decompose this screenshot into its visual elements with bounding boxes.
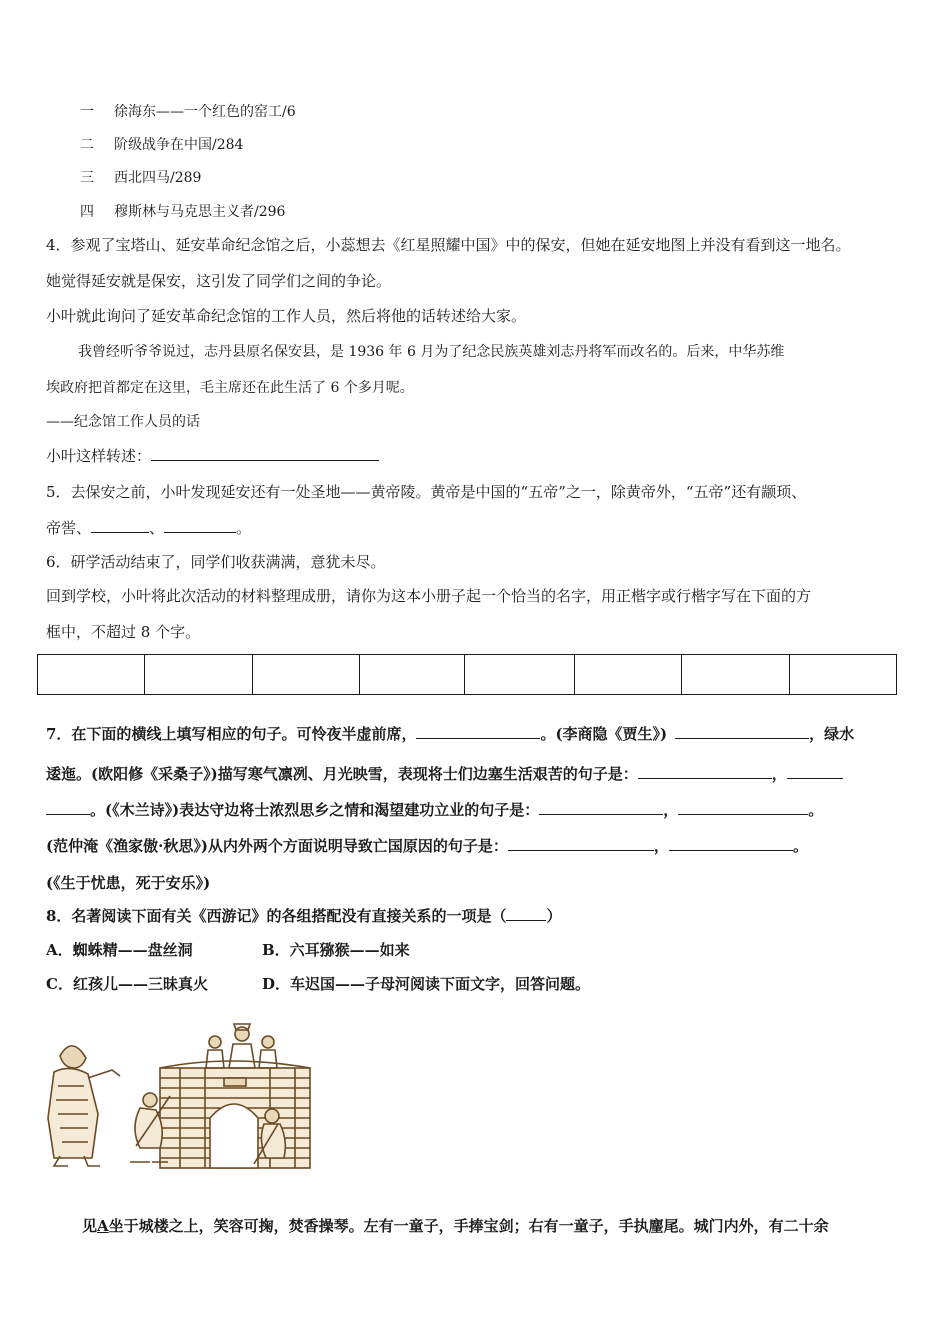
q7-text: 。(《木兰诗》)表达守边将士浓烈思乡之情和渴望建功立业的句子是： [90,801,540,819]
toc-item-2 [80,135,243,155]
title-answer-grid [37,654,897,695]
q4-quote-line-2: 埃政府把首都定在这里，毛主席还在此生活了 6 个多月呢。 [46,380,414,396]
q7-blank-7[interactable] [508,836,654,851]
q7-blank-6[interactable] [678,800,808,815]
passage-text: 见 [82,1217,98,1235]
q8-option-c[interactable]: C．红孩儿——三昧真火 [46,975,208,993]
q5-separator: 、 [149,519,165,537]
passage-line-1 [82,1216,829,1236]
grid-cell[interactable] [682,655,789,695]
q7-blank-5[interactable] [539,800,663,815]
q4-line-2: 她觉得延安就是保安，这引发了同学们之间的争论。 [46,272,392,290]
q7-line-3 [46,800,823,820]
q7-blank-4[interactable] [787,764,843,779]
q7-blank-1[interactable] [416,724,540,739]
q8-stem-text: 8．名著阅读下面有关《西游记》的各组搭配没有直接关系的一项是（ [46,907,507,925]
toc-item-3 [80,168,201,188]
q7-blank-2[interactable] [675,724,809,739]
q7-line-4 [46,836,808,856]
toc-number: 三 [80,170,94,186]
q7-text: ，绿水 [809,725,855,743]
q4-answer-line [46,446,379,466]
q7-text: 逶迤。(欧阳修《采桑子》)描写寒气凛冽、月光映雪，表现将士们边塞生活艰苦的句子是： [46,765,638,783]
q7-blank-3[interactable] [638,764,772,779]
q7-text: ， [653,837,669,855]
grid-cell[interactable] [252,655,359,695]
grid-cell[interactable] [574,655,681,695]
grid-cell[interactable] [38,655,145,695]
toc-text: 西北四马/289 [114,170,202,186]
q4-answer-blank[interactable] [151,446,379,461]
q6-line-3: 框中，不超过 8 个字。 [46,623,201,641]
q5-blank-1[interactable] [91,518,149,533]
q7-text: ， [771,765,787,783]
q7-line-5: (《生于忧患，死于安乐》) [46,874,211,892]
toc-number: 四 [80,204,94,220]
q4-line-1: 4．参观了宝塔山、延安革命纪念馆之后，小蕊想去《红星照耀中国》中的保安，但她在延安地图上并没有看到这一地名。 [46,236,851,254]
q7-line-1 [46,724,854,744]
q8-stem-close: ） [546,907,562,925]
grid-cell[interactable] [789,655,896,695]
q6-line-1: 6．研学活动结束了，同学们收获满满，意犹未尽。 [46,553,386,571]
q8-answer-blank[interactable] [506,906,546,921]
toc-text: 穆斯林与马克思主义者/296 [114,204,286,220]
grid-cell[interactable] [360,655,464,695]
q8-option-d[interactable]: D．车迟国——子母河阅读下面文字，回答问题。 [262,975,591,993]
q4-quote-source: ——纪念馆工作人员的话 [46,414,200,430]
q5-blank-2[interactable] [164,518,236,533]
toc-text: 徐海东——一个红色的窑工/6 [114,104,296,120]
q7-text: 。 [792,837,808,855]
q5-end: 。 [236,519,252,537]
q7-text: 。 [808,801,824,819]
q7-text: 7．在下面的横线上填写相应的句子。可怜夜半虚前席， [46,725,417,743]
toc-number: 一 [80,104,94,120]
q7-text: 。(李商隐《贾生》) [540,725,668,743]
q7-text: ， [663,801,679,819]
passage-text: 坐于城楼之上，笑容可掬，焚香操琴。左有一童子，手捧宝剑；右有一童子，手执麈尾。城门内外，有二十余 [108,1217,829,1235]
toc-text: 阶级战争在中国/284 [114,137,244,153]
q7-text: (范仲淹《渔家傲·秋思》)从内外两个方面说明导致亡国原因的句子是： [46,837,508,855]
toc-item-1 [80,102,296,122]
toc-item-4 [80,202,285,222]
general-figure [48,1046,120,1166]
q8-option-a[interactable]: A．蜘蛛精——盘丝洞 [46,941,193,959]
toc-number: 二 [80,137,94,153]
q5-line-1: 5．去保安之前，小叶发现延安还有一处圣地——黄帝陵。黄帝是中国的“五帝”之一，除黄帝外，“五帝”还有颛顼、 [46,483,807,501]
q5-line-2 [46,518,251,538]
q5-text-a: 帝喾、 [46,519,92,537]
q8-stem [46,906,561,926]
q4-quote-line-1: 我曾经听爷爷说过，志丹县原名保安县，是 1936 年 6 月为了纪念民族英雄刘志丹将军而改名的。后来，中华苏维 [78,344,785,360]
grid-cell[interactable] [464,655,574,695]
grid-cell[interactable] [145,655,252,695]
q7-blank-4b[interactable] [46,800,90,815]
city-wall [160,1061,310,1168]
q4-prompt: 小叶这样转述： [46,447,152,465]
q6-line-2: 回到学校，小叶将此次活动的材料整理成册，请你为这本小册子起一个恰当的名字，用正楷字或行楷字写在下面的方 [46,587,812,605]
passage-marked-letter: A [97,1217,109,1235]
q8-option-b[interactable]: B．六耳猕猴——如来 [262,941,410,959]
q4-line-3: 小叶就此询问了延安革命纪念馆的工作人员，然后将他的话转述给大家。 [46,307,527,325]
q7-blank-8[interactable] [669,836,793,851]
empty-city-illustration [40,1016,320,1176]
q7-line-2 [46,764,843,784]
